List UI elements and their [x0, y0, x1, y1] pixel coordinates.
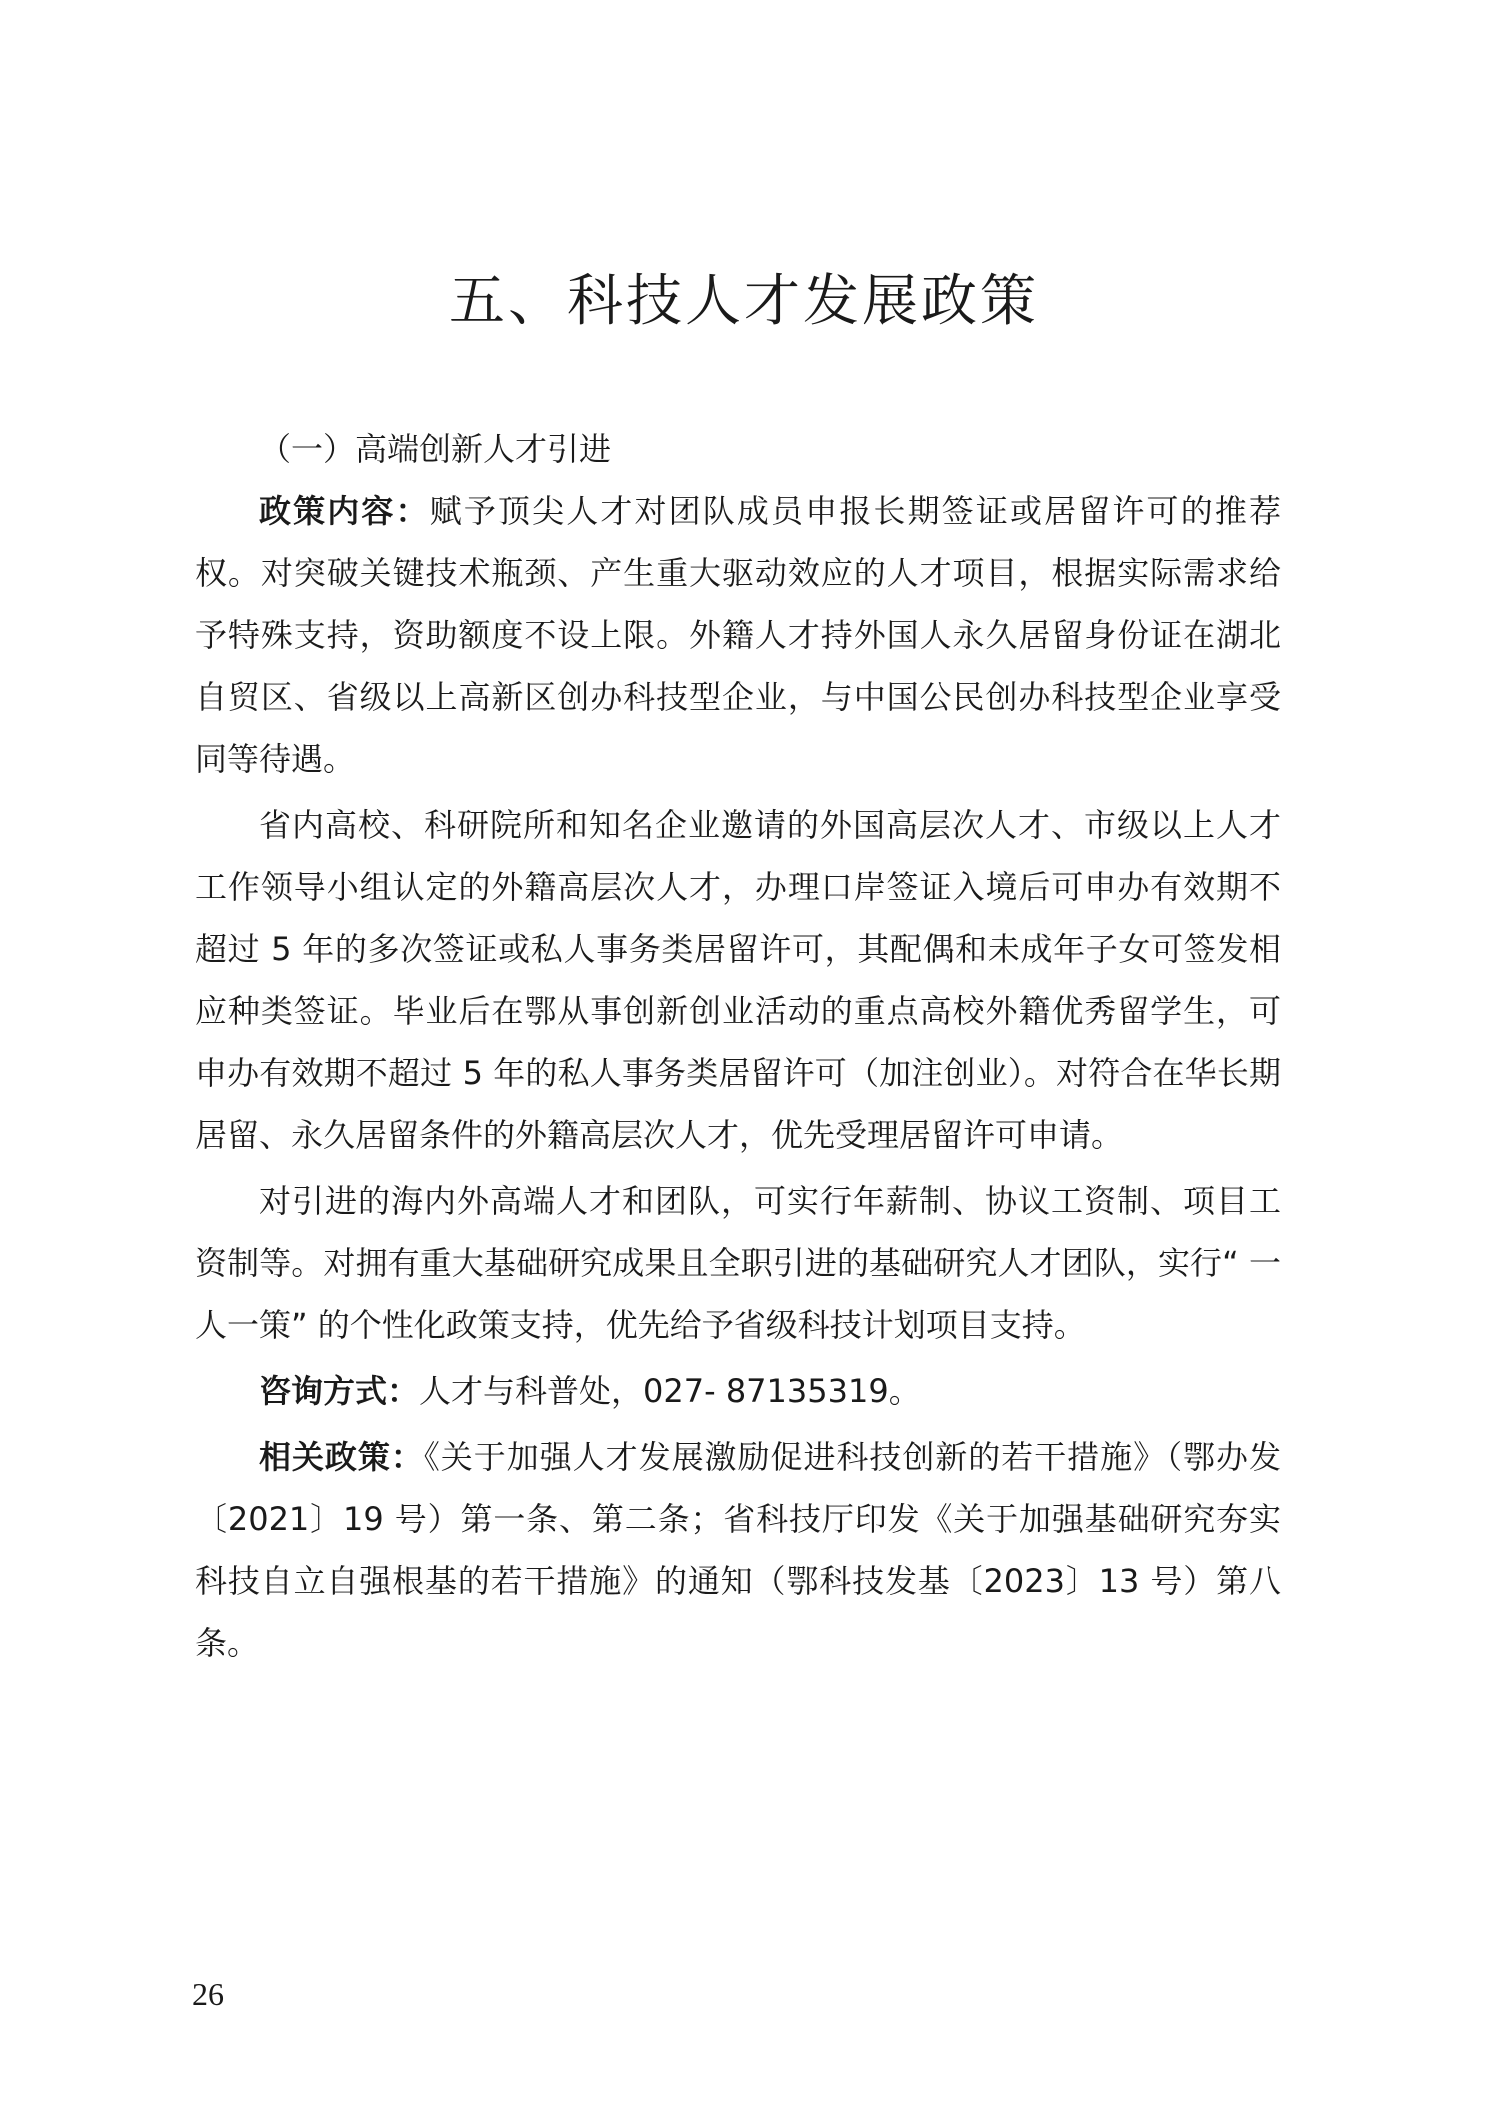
related-policies-text: 《关于加强人才发展激励促进科技创新的若干措施》（鄂办发〔2021〕19 号）第一条、第二条；省科技厅印发《关于加强基础研究夯实科技自立自强根基的若干措施》的通知（鄂科技发基〔2023〕13 号）第八条。	[195, 1438, 1281, 1662]
related-policies-paragraph	[195, 1426, 1281, 1674]
consultation-label: 咨询方式：	[259, 1372, 420, 1410]
consultation-text: 人才与科普处，027- 87135319。	[419, 1372, 921, 1410]
salary-system-paragraph: 对引进的海内外高端人才和团队，可实行年薪制、协议工资制、项目工资制等。对拥有重大基础研究成果且全职引进的基础研究人才团队，实行“ 一人一策” 的个性化政策支持，优先给予省级科技计划项目支持。	[195, 1182, 1281, 1344]
policy-content-text: 赋予顶尖人才对团队成员申报长期签证或居留许可的推荐权。对突破关键技术瓶颈、产生重大驱动效应的人才项目，根据实际需求给予特殊支持，资助额度不设上限。外籍人才持外国人永久居留身份证在湖北自贸区、省级以上高新区创办科技型企业，与中国公民创办科技型企业享受同等待遇。	[195, 492, 1281, 778]
subheading: （一）高端创新人才引进	[259, 430, 612, 468]
policy-content-paragraph	[195, 480, 1281, 790]
related-policies-label: 相关政策：	[259, 1438, 424, 1476]
page-number: 26	[192, 1976, 224, 2012]
foreign-talent-paragraph: 省内高校、科研院所和知名企业邀请的外国高层次人才、市级以上人才工作领导小组认定的外籍高层次人才，办理口岸签证入境后可申办有效期不超过 5 年的多次签证或私人事务类居留许可，其配偶和未成年子女可签发相应种类签证。毕业后在鄂从事创新创业活动的重点高校外籍优秀留学生，可申办有效期不超过 5 年的私人事务类居留许可（加注创业）。对符合在华长期居留、永久居留条件的外籍高层次人才，优先受理居留许可申请。	[195, 806, 1281, 1154]
policy-content-label: 政策内容：	[259, 492, 430, 530]
section-title: 五、科技人才发展政策	[449, 269, 1039, 334]
section-body	[195, 418, 1281, 1674]
consultation-paragraph	[195, 1360, 1281, 1422]
